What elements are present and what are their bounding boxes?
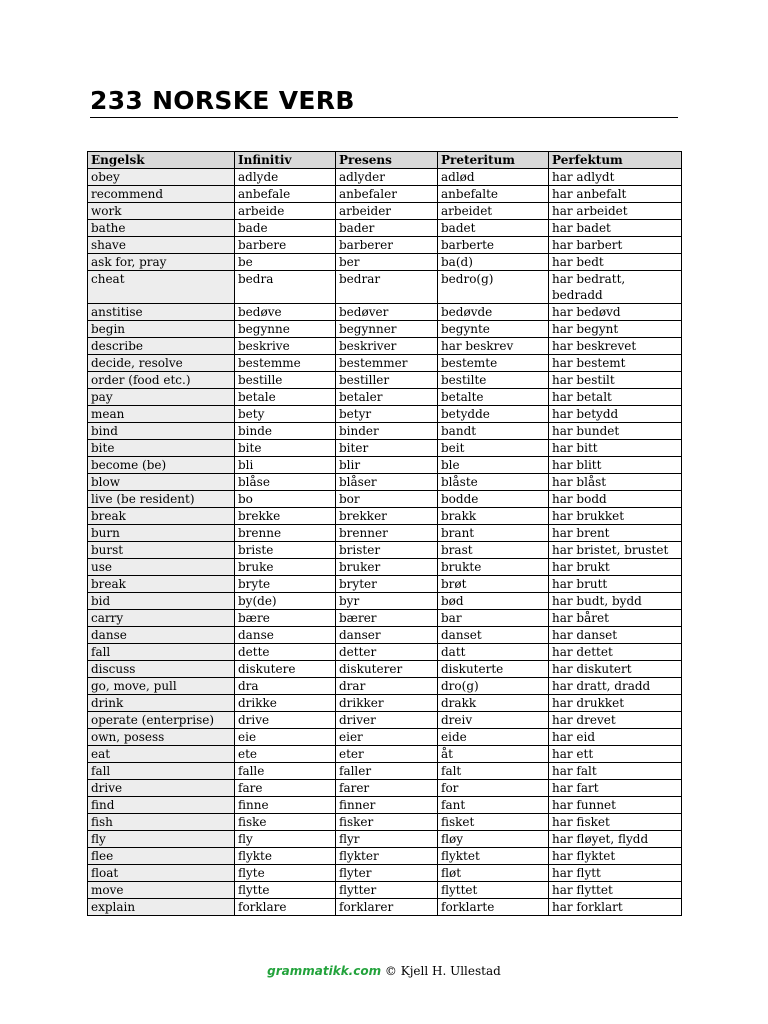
table-row xyxy=(88,746,682,763)
cell-preteritum: barberte xyxy=(438,237,549,254)
cell-preteritum: blåste xyxy=(438,474,549,491)
cell-preteritum: betalte xyxy=(438,389,549,406)
cell-engelsk: blow xyxy=(88,474,235,491)
cell-perfektum: har brukket xyxy=(549,508,682,525)
cell-infinitiv: adlyde xyxy=(235,169,336,186)
cell-perfektum: har eid xyxy=(549,729,682,746)
cell-engelsk: drink xyxy=(88,695,235,712)
table-row xyxy=(88,220,682,237)
table-row xyxy=(88,304,682,321)
table-row xyxy=(88,508,682,525)
cell-engelsk: explain xyxy=(88,899,235,916)
cell-infinitiv: bryte xyxy=(235,576,336,593)
cell-infinitiv: drikke xyxy=(235,695,336,712)
table-row xyxy=(88,457,682,474)
cell-presens: bærer xyxy=(336,610,438,627)
cell-preteritum: fisket xyxy=(438,814,549,831)
table-row xyxy=(88,882,682,899)
cell-presens: brekker xyxy=(336,508,438,525)
cell-perfektum: har drukket xyxy=(549,695,682,712)
cell-presens: ber xyxy=(336,254,438,271)
cell-infinitiv: beskrive xyxy=(235,338,336,355)
cell-engelsk: move xyxy=(88,882,235,899)
table-row xyxy=(88,593,682,610)
cell-preteritum: anbefalte xyxy=(438,186,549,203)
cell-engelsk: carry xyxy=(88,610,235,627)
cell-perfektum: har fløyet, flydd xyxy=(549,831,682,848)
cell-presens: bader xyxy=(336,220,438,237)
cell-presens: flytter xyxy=(336,882,438,899)
cell-presens: drar xyxy=(336,678,438,695)
table-row xyxy=(88,355,682,372)
cell-engelsk: own, posess xyxy=(88,729,235,746)
cell-perfektum: har fart xyxy=(549,780,682,797)
cell-perfektum: har funnet xyxy=(549,797,682,814)
cell-infinitiv: dra xyxy=(235,678,336,695)
cell-presens: flyter xyxy=(336,865,438,882)
cell-preteritum: brøt xyxy=(438,576,549,593)
cell-preteritum: bestemte xyxy=(438,355,549,372)
cell-infinitiv: bruke xyxy=(235,559,336,576)
cell-preteritum: datt xyxy=(438,644,549,661)
column-header-engelsk: Engelsk xyxy=(88,152,235,169)
cell-engelsk: decide, resolve xyxy=(88,355,235,372)
cell-infinitiv: bestemme xyxy=(235,355,336,372)
cell-preteritum: adlød xyxy=(438,169,549,186)
cell-engelsk: burn xyxy=(88,525,235,542)
cell-engelsk: anstitise xyxy=(88,304,235,321)
table-row xyxy=(88,780,682,797)
cell-engelsk: burst xyxy=(88,542,235,559)
table-row xyxy=(88,814,682,831)
table-row xyxy=(88,763,682,780)
cell-infinitiv: bade xyxy=(235,220,336,237)
cell-perfektum: har bodd xyxy=(549,491,682,508)
cell-engelsk: bathe xyxy=(88,220,235,237)
cell-perfektum: har bedratt, bedradd xyxy=(549,271,682,304)
cell-preteritum: brakk xyxy=(438,508,549,525)
cell-preteritum: brant xyxy=(438,525,549,542)
cell-infinitiv: eie xyxy=(235,729,336,746)
cell-perfektum: har bundet xyxy=(549,423,682,440)
cell-presens: betyr xyxy=(336,406,438,423)
cell-preteritum: bestilte xyxy=(438,372,549,389)
table-row xyxy=(88,186,682,203)
verb-table-body xyxy=(88,169,682,916)
cell-infinitiv: bety xyxy=(235,406,336,423)
cell-preteritum: drakk xyxy=(438,695,549,712)
cell-perfektum: har adlydt xyxy=(549,169,682,186)
cell-preteritum: dro(g) xyxy=(438,678,549,695)
cell-engelsk: find xyxy=(88,797,235,814)
cell-preteritum: brast xyxy=(438,542,549,559)
table-row xyxy=(88,644,682,661)
cell-infinitiv: blåse xyxy=(235,474,336,491)
cell-infinitiv: by(de) xyxy=(235,593,336,610)
table-row xyxy=(88,729,682,746)
cell-perfektum: har badet xyxy=(549,220,682,237)
cell-perfektum: har bestilt xyxy=(549,372,682,389)
table-row xyxy=(88,237,682,254)
cell-infinitiv: betale xyxy=(235,389,336,406)
footer xyxy=(0,964,768,978)
cell-infinitiv: falle xyxy=(235,763,336,780)
cell-presens: bor xyxy=(336,491,438,508)
cell-preteritum: for xyxy=(438,780,549,797)
cell-perfektum: har budt, bydd xyxy=(549,593,682,610)
table-row xyxy=(88,389,682,406)
cell-infinitiv: briste xyxy=(235,542,336,559)
table-row xyxy=(88,254,682,271)
cell-presens: finner xyxy=(336,797,438,814)
verb-table xyxy=(87,151,682,916)
cell-engelsk: shave xyxy=(88,237,235,254)
cell-preteritum: falt xyxy=(438,763,549,780)
cell-preteritum: diskuterte xyxy=(438,661,549,678)
cell-perfektum: har diskutert xyxy=(549,661,682,678)
cell-preteritum: badet xyxy=(438,220,549,237)
table-row xyxy=(88,491,682,508)
cell-preteritum: danset xyxy=(438,627,549,644)
cell-presens: binder xyxy=(336,423,438,440)
table-row xyxy=(88,169,682,186)
cell-perfektum: har danset xyxy=(549,627,682,644)
cell-engelsk: become (be) xyxy=(88,457,235,474)
cell-infinitiv: diskutere xyxy=(235,661,336,678)
cell-infinitiv: brekke xyxy=(235,508,336,525)
cell-preteritum: har beskrev xyxy=(438,338,549,355)
cell-presens: bedrar xyxy=(336,271,438,304)
cell-preteritum: bar xyxy=(438,610,549,627)
cell-infinitiv: bite xyxy=(235,440,336,457)
cell-infinitiv: brenne xyxy=(235,525,336,542)
cell-engelsk: flee xyxy=(88,848,235,865)
cell-presens: faller xyxy=(336,763,438,780)
cell-infinitiv: flyte xyxy=(235,865,336,882)
cell-perfektum: har dettet xyxy=(549,644,682,661)
cell-perfektum: har bestemt xyxy=(549,355,682,372)
cell-engelsk: operate (enterprise) xyxy=(88,712,235,729)
column-header-presens: Presens xyxy=(336,152,438,169)
cell-infinitiv: flykte xyxy=(235,848,336,865)
cell-engelsk: fish xyxy=(88,814,235,831)
cell-engelsk: cheat xyxy=(88,271,235,304)
cell-preteritum: arbeidet xyxy=(438,203,549,220)
cell-presens: adlyder xyxy=(336,169,438,186)
cell-preteritum: ba(d) xyxy=(438,254,549,271)
cell-preteritum: begynte xyxy=(438,321,549,338)
table-row xyxy=(88,406,682,423)
table-row xyxy=(88,865,682,882)
cell-perfektum: har betalt xyxy=(549,389,682,406)
cell-presens: blåser xyxy=(336,474,438,491)
cell-engelsk: break xyxy=(88,576,235,593)
cell-engelsk: begin xyxy=(88,321,235,338)
cell-infinitiv: anbefale xyxy=(235,186,336,203)
column-header-preteritum: Preteritum xyxy=(438,152,549,169)
table-header-row xyxy=(88,152,682,169)
footer-brand-link[interactable]: grammatikk.com xyxy=(267,964,382,978)
page-title: 233 NORSKE VERB xyxy=(90,86,355,115)
cell-perfektum: har barbert xyxy=(549,237,682,254)
cell-preteritum: flyttet xyxy=(438,882,549,899)
cell-perfektum: har brutt xyxy=(549,576,682,593)
cell-perfektum: har ett xyxy=(549,746,682,763)
cell-infinitiv: fare xyxy=(235,780,336,797)
cell-perfektum: har dratt, dradd xyxy=(549,678,682,695)
cell-engelsk: bite xyxy=(88,440,235,457)
cell-infinitiv: binde xyxy=(235,423,336,440)
table-row xyxy=(88,525,682,542)
cell-presens: bestiller xyxy=(336,372,438,389)
table-row xyxy=(88,203,682,220)
cell-preteritum: bød xyxy=(438,593,549,610)
cell-infinitiv: bo xyxy=(235,491,336,508)
cell-engelsk: work xyxy=(88,203,235,220)
cell-engelsk: fly xyxy=(88,831,235,848)
cell-engelsk: float xyxy=(88,865,235,882)
cell-perfektum: har drevet xyxy=(549,712,682,729)
cell-infinitiv: bedra xyxy=(235,271,336,304)
cell-infinitiv: begynne xyxy=(235,321,336,338)
cell-preteritum: fløt xyxy=(438,865,549,882)
cell-presens: eier xyxy=(336,729,438,746)
table-row xyxy=(88,321,682,338)
cell-presens: barberer xyxy=(336,237,438,254)
cell-infinitiv: barbere xyxy=(235,237,336,254)
cell-presens: farer xyxy=(336,780,438,797)
cell-infinitiv: bære xyxy=(235,610,336,627)
cell-engelsk: use xyxy=(88,559,235,576)
cell-engelsk: drive xyxy=(88,780,235,797)
cell-presens: bryter xyxy=(336,576,438,593)
cell-preteritum: åt xyxy=(438,746,549,763)
cell-perfektum: har blitt xyxy=(549,457,682,474)
cell-presens: brenner xyxy=(336,525,438,542)
cell-perfektum: har begynt xyxy=(549,321,682,338)
cell-presens: blir xyxy=(336,457,438,474)
cell-engelsk: ask for, pray xyxy=(88,254,235,271)
column-header-infinitiv: Infinitiv xyxy=(235,152,336,169)
cell-perfektum: har fisket xyxy=(549,814,682,831)
cell-engelsk: bind xyxy=(88,423,235,440)
cell-presens: betaler xyxy=(336,389,438,406)
table-row xyxy=(88,831,682,848)
cell-preteritum: forklarte xyxy=(438,899,549,916)
cell-perfektum: har flyktet xyxy=(549,848,682,865)
footer-credit: © Kjell H. Ullestad xyxy=(381,964,501,978)
table-row xyxy=(88,474,682,491)
cell-presens: biter xyxy=(336,440,438,457)
cell-presens: danser xyxy=(336,627,438,644)
cell-infinitiv: bli xyxy=(235,457,336,474)
cell-perfektum: har falt xyxy=(549,763,682,780)
table-row xyxy=(88,661,682,678)
cell-engelsk: order (food etc.) xyxy=(88,372,235,389)
cell-perfektum: har brukt xyxy=(549,559,682,576)
cell-infinitiv: be xyxy=(235,254,336,271)
cell-infinitiv: bedøve xyxy=(235,304,336,321)
cell-preteritum: bodde xyxy=(438,491,549,508)
cell-engelsk: pay xyxy=(88,389,235,406)
cell-presens: eter xyxy=(336,746,438,763)
table-row xyxy=(88,559,682,576)
cell-presens: bedøver xyxy=(336,304,438,321)
cell-infinitiv: danse xyxy=(235,627,336,644)
table-row xyxy=(88,610,682,627)
cell-engelsk: mean xyxy=(88,406,235,423)
cell-presens: bestemmer xyxy=(336,355,438,372)
table-row xyxy=(88,899,682,916)
cell-presens: diskuterer xyxy=(336,661,438,678)
cell-infinitiv: flytte xyxy=(235,882,336,899)
cell-presens: begynner xyxy=(336,321,438,338)
cell-preteritum: fløy xyxy=(438,831,549,848)
table-row xyxy=(88,542,682,559)
cell-presens: detter xyxy=(336,644,438,661)
cell-infinitiv: finne xyxy=(235,797,336,814)
cell-infinitiv: drive xyxy=(235,712,336,729)
cell-engelsk: bid xyxy=(88,593,235,610)
cell-engelsk: fall xyxy=(88,644,235,661)
cell-perfektum: har båret xyxy=(549,610,682,627)
cell-preteritum: brukte xyxy=(438,559,549,576)
cell-engelsk: fall xyxy=(88,763,235,780)
cell-presens: anbefaler xyxy=(336,186,438,203)
title-divider xyxy=(90,117,678,118)
cell-engelsk: recommend xyxy=(88,186,235,203)
cell-engelsk: live (be resident) xyxy=(88,491,235,508)
table-row xyxy=(88,423,682,440)
cell-preteritum: bedøvde xyxy=(438,304,549,321)
cell-preteritum: ble xyxy=(438,457,549,474)
cell-presens: brister xyxy=(336,542,438,559)
cell-perfektum: har anbefalt xyxy=(549,186,682,203)
cell-presens: forklarer xyxy=(336,899,438,916)
cell-presens: bruker xyxy=(336,559,438,576)
cell-perfektum: har bedt xyxy=(549,254,682,271)
cell-preteritum: fant xyxy=(438,797,549,814)
table-row xyxy=(88,271,682,304)
table-row xyxy=(88,695,682,712)
cell-perfektum: har flytt xyxy=(549,865,682,882)
table-row xyxy=(88,338,682,355)
table-row xyxy=(88,627,682,644)
cell-infinitiv: fly xyxy=(235,831,336,848)
table-row xyxy=(88,848,682,865)
cell-engelsk: obey xyxy=(88,169,235,186)
cell-presens: byr xyxy=(336,593,438,610)
cell-infinitiv: fiske xyxy=(235,814,336,831)
cell-perfektum: har brent xyxy=(549,525,682,542)
cell-engelsk: eat xyxy=(88,746,235,763)
table-row xyxy=(88,712,682,729)
cell-perfektum: har bitt xyxy=(549,440,682,457)
cell-engelsk: describe xyxy=(88,338,235,355)
table-row xyxy=(88,440,682,457)
cell-engelsk: break xyxy=(88,508,235,525)
table-row xyxy=(88,372,682,389)
cell-perfektum: har flyttet xyxy=(549,882,682,899)
cell-preteritum: bandt xyxy=(438,423,549,440)
cell-presens: beskriver xyxy=(336,338,438,355)
cell-preteritum: flyktet xyxy=(438,848,549,865)
cell-infinitiv: dette xyxy=(235,644,336,661)
column-header-perfektum: Perfektum xyxy=(549,152,682,169)
cell-perfektum: har beskrevet xyxy=(549,338,682,355)
cell-perfektum: har arbeidet xyxy=(549,203,682,220)
cell-preteritum: dreiv xyxy=(438,712,549,729)
cell-preteritum: betydde xyxy=(438,406,549,423)
cell-perfektum: har forklart xyxy=(549,899,682,916)
cell-perfektum: har blåst xyxy=(549,474,682,491)
cell-perfektum: har betydd xyxy=(549,406,682,423)
table-row xyxy=(88,678,682,695)
cell-presens: driver xyxy=(336,712,438,729)
cell-preteritum: bedro(g) xyxy=(438,271,549,304)
cell-infinitiv: forklare xyxy=(235,899,336,916)
cell-presens: flykter xyxy=(336,848,438,865)
cell-perfektum: har bristet, brustet xyxy=(549,542,682,559)
cell-infinitiv: bestille xyxy=(235,372,336,389)
cell-presens: flyr xyxy=(336,831,438,848)
table-row xyxy=(88,797,682,814)
cell-presens: arbeider xyxy=(336,203,438,220)
cell-engelsk: danse xyxy=(88,627,235,644)
cell-infinitiv: arbeide xyxy=(235,203,336,220)
table-row xyxy=(88,576,682,593)
cell-perfektum: har bedøvd xyxy=(549,304,682,321)
cell-preteritum: beit xyxy=(438,440,549,457)
cell-preteritum: eide xyxy=(438,729,549,746)
cell-engelsk: discuss xyxy=(88,661,235,678)
cell-engelsk: go, move, pull xyxy=(88,678,235,695)
cell-infinitiv: ete xyxy=(235,746,336,763)
cell-presens: drikker xyxy=(336,695,438,712)
cell-presens: fisker xyxy=(336,814,438,831)
